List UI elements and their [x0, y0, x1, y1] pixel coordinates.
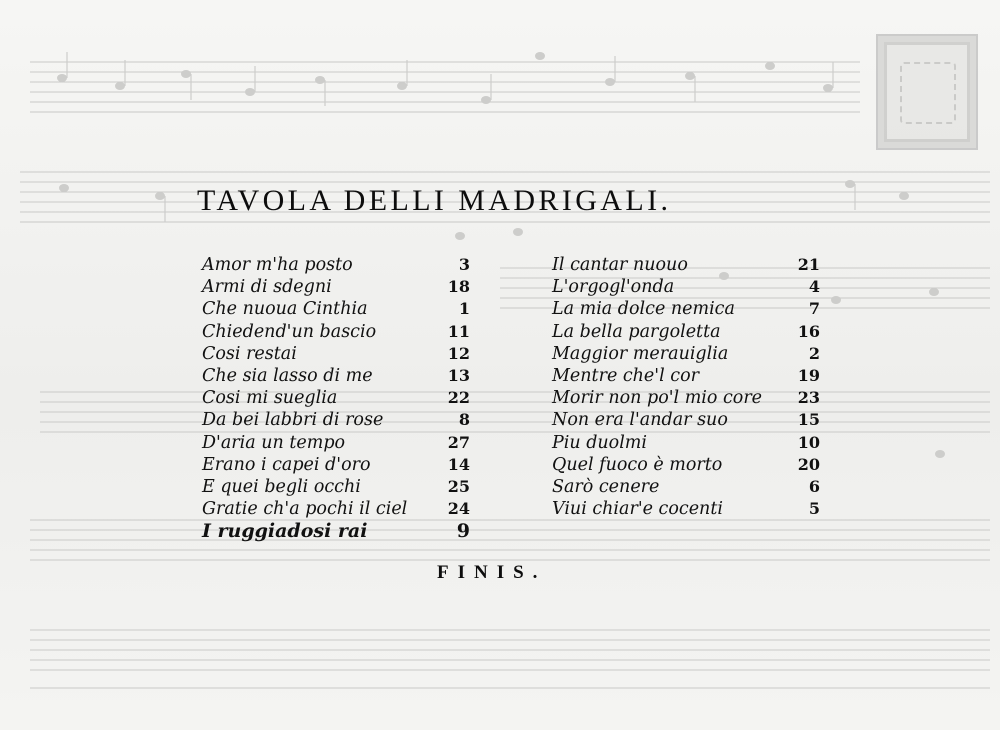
- index-entry: [552, 365, 820, 387]
- index-entry: [202, 343, 470, 365]
- index-entry: [552, 432, 820, 454]
- entry-page: 16: [797, 321, 820, 341]
- entry-title: Da bei labbri di rose: [202, 410, 384, 431]
- index-entry: [552, 343, 820, 365]
- entry-title: Cosi restai: [202, 343, 297, 364]
- index-entry: [202, 298, 470, 320]
- finis-footer: FINIS.: [437, 562, 547, 583]
- entry-page: 8: [458, 410, 470, 430]
- entry-page: 19: [797, 365, 820, 385]
- entry-page: 18: [447, 277, 470, 297]
- entry-page: 10: [797, 432, 820, 452]
- entry-title: I ruggiadosi rai: [202, 520, 368, 543]
- entry-page: 3: [458, 255, 470, 274]
- index-right-column: [552, 254, 820, 520]
- index-entry: [552, 298, 820, 320]
- entry-title: Sarò cenere: [552, 476, 660, 497]
- index-entry: [552, 276, 820, 298]
- entry-page: 15: [797, 410, 820, 430]
- entry-title: Viui chiar'e cocenti: [552, 499, 723, 520]
- index-entry: [202, 454, 470, 476]
- index-left-column: [202, 254, 470, 542]
- entry-page: 7: [808, 299, 820, 319]
- index-entry: [552, 254, 820, 276]
- entry-page: 14: [447, 454, 470, 474]
- entry-page: 6: [808, 476, 820, 496]
- index-entry: [552, 387, 820, 409]
- entry-title: La bella pargoletta: [552, 321, 721, 342]
- entry-title: Erano i capei d'oro: [202, 454, 371, 475]
- entry-page: 11: [447, 321, 470, 341]
- index-entry: [552, 454, 820, 476]
- entry-page: 9: [456, 520, 470, 543]
- entry-title: Morir non po'l mio core: [552, 388, 763, 409]
- index-entry: [202, 432, 470, 454]
- index-entry: [202, 365, 470, 387]
- entry-page: 1: [458, 299, 470, 319]
- index-entry: [552, 321, 820, 343]
- entry-page: 4: [808, 277, 820, 297]
- entry-title: La mia dolce nemica: [552, 299, 735, 320]
- entry-title: Mentre che'l cor: [552, 365, 699, 386]
- entry-page: 21: [797, 255, 820, 274]
- entry-title: Che sia lasso di me: [202, 365, 373, 386]
- entry-title: Chiedend'un bascio: [202, 321, 377, 342]
- entry-page: 27: [447, 432, 470, 452]
- entry-title: Armi di sdegni: [202, 277, 332, 298]
- entry-title: Non era l'andar suo: [552, 410, 728, 431]
- index-entry: [202, 409, 470, 431]
- index-entry: [202, 520, 470, 542]
- entry-title: Gratie ch'a pochi il ciel: [202, 499, 408, 520]
- entry-page: 20: [797, 454, 820, 474]
- entry-title: Maggior merauiglia: [552, 343, 729, 364]
- entry-page: 24: [447, 499, 470, 519]
- page-title: TAVOLA DELLI MADRIGALI.: [197, 184, 672, 217]
- entry-page: 22: [447, 388, 470, 408]
- index-entry: [552, 498, 820, 520]
- entry-title: Cosi mi sueglia: [202, 388, 338, 409]
- entry-page: 25: [447, 476, 470, 496]
- index-entry: [202, 476, 470, 498]
- index-entry: [202, 387, 470, 409]
- index-entry: [202, 321, 470, 343]
- entry-title: Che nuoua Cinthia: [202, 299, 368, 320]
- entry-page: 13: [447, 365, 470, 385]
- show-through-ornament: [876, 34, 978, 150]
- index-entry: [552, 409, 820, 431]
- entry-title: E quei begli occhi: [202, 476, 361, 497]
- entry-page: 5: [808, 499, 820, 519]
- entry-title: Amor m'ha posto: [202, 255, 353, 275]
- entry-page: 12: [447, 343, 470, 363]
- entry-title: Quel fuoco è morto: [552, 454, 723, 475]
- entry-title: D'aria un tempo: [202, 432, 346, 453]
- index-entry: [202, 276, 470, 298]
- entry-title: Piu duolmi: [552, 432, 648, 453]
- entry-title: Il cantar nuouo: [552, 255, 688, 275]
- entry-page: 2: [808, 343, 820, 363]
- entry-title: L'orgogl'onda: [552, 277, 675, 298]
- index-entry: [552, 476, 820, 498]
- index-entry: [202, 498, 470, 520]
- index-entry: [202, 254, 470, 276]
- entry-page: 23: [797, 388, 820, 408]
